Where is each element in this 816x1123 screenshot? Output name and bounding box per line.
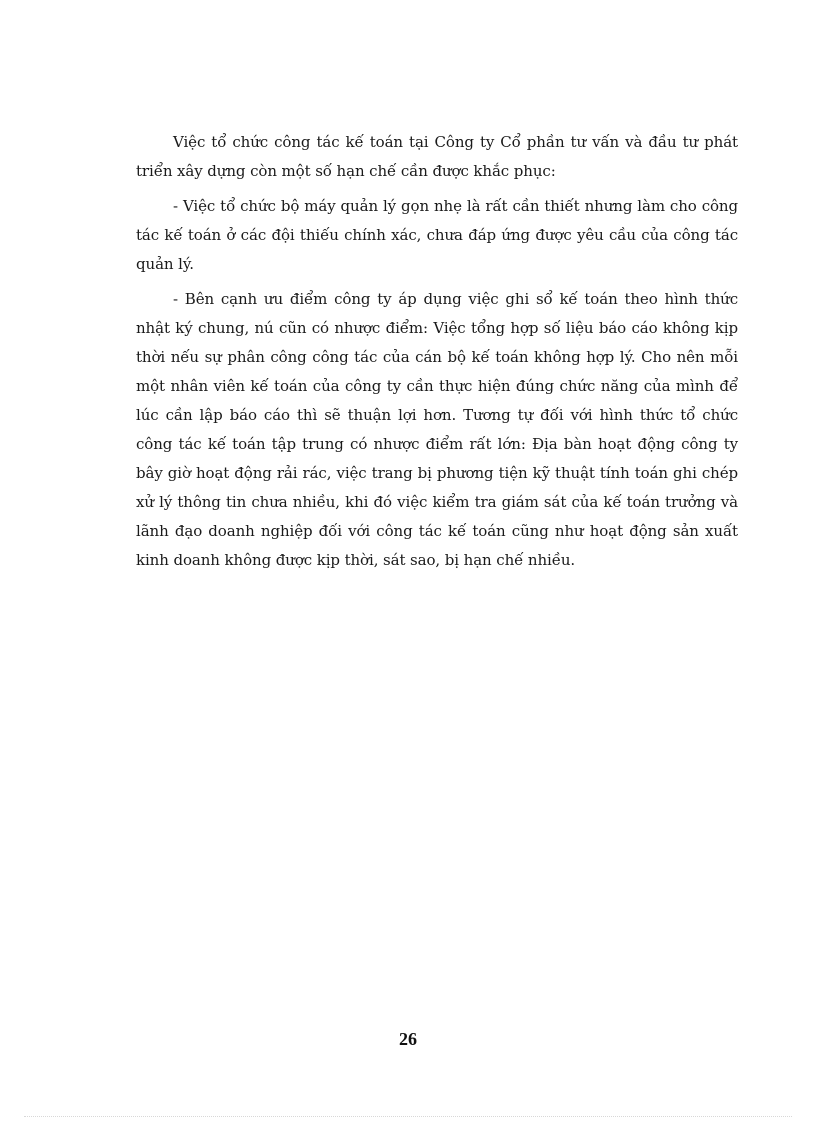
body-text xyxy=(136,128,738,581)
paragraph-intro: Việc tổ chức công tác kế toán tại Công ty Cổ phần tư vấn và đầu tư phát triển xây dựng còn một số hạn chế cần được khắc phục: xyxy=(136,133,738,180)
paragraph-journal-method: - Bên cạnh ưu điểm công ty áp dụng việc ghi sổ kế toán theo hình thức nhật ký chung, nú cũn có nhược điểm: Việc tổng hợp số liệu báo cáo không kịp thời nếu sự phân công công tác của cán bộ kế toán không hợp lý. Cho nên mỗi một nhân viên kế toán của công ty cần thực hiện đúng chức năng của mình để lúc cần lập báo cáo thì sẽ thuận lợi hơn. Tương tự đối với hình thức tổ chức công tác kế toán tập trung có nhược điểm rất lớn: Địa bàn hoạt động công ty bây giờ hoạt động rải rác, việc trang bị phương tiện kỹ thuật tính toán ghi chép xử lý thông tin chưa nhiều, khi đó việc kiểm tra giám sát của kế toán trưởng và lãnh đạo doanh nghiệp đối với công tác kế toán cũng như hoạt động sản xuất kinh doanh không được kịp thời, sát sao, bị hạn chế nhiều. xyxy=(136,290,738,569)
paragraph-management-structure: - Việc tổ chức bộ máy quản lý gọn nhẹ là rất cần thiết nhưng làm cho công tác kế toán ở các đội thiếu chính xác, chưa đáp ứng được yêu cầu của công tác quản lý. xyxy=(136,197,738,273)
page-number: 26 xyxy=(399,1029,417,1049)
page-bottom-divider xyxy=(24,1116,792,1117)
